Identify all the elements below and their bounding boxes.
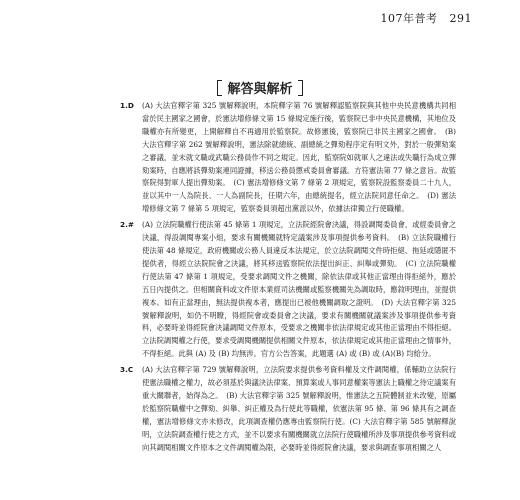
right-bracket-mark — [298, 80, 303, 96]
answer-item — [120, 100, 456, 216]
answer-number: 1.D — [120, 101, 134, 110]
answer-item — [120, 364, 456, 454]
page-number: 291 — [449, 12, 472, 25]
left-bracket-mark — [217, 80, 222, 96]
answer-explanation: (A) 立法院職權行使法第 45 條第 1 項規定，立法院經院會決議，得設調閱委員會，或經委員會之決議，得設調閱專案小組，要求有關機關就特定議案涉及事項提供參考資料。 (B) 立法院職權行使法第 48 條規定，政府機關或公務人員違反本法規定，於立法院調閱文件時拒絕、拖延或隱匿不提供者，得經立法院院會之決議，將其移送監察院依法提出糾正、糾舉或彈劾。 (C) 立法院職權行使法第 47 條第 1 項規定，受要求調閱文件之機關，除依法律或其他正當理由得拒絕外，應於五日內提供之。但相關資料或文件原本業經司法機關或監察機關先為調取時，應敘明理由，並提供複本。如有正當理由，無法提供複本者，應提出已被他機關調取之證明。 (D) 大法官釋字第 325 號解釋說明，如仍不明瞭，得經院會或委員會之決議，要求有關機關就議案涉及事項提供參考資料，必要時並得經院會決議調閱文件原本，受要求之機關非依法律規定或其他正當理由不得拒絕。立法院調閱權之行使，要求受調閱機關提供相關文件原本，依法律規定或其他正當理由之情事外，不得拒絕。此與 (A) 及 (B) 均無涉。官方公告答案，此題選 (A) 或 (B) 或 (A)(B) 均給分。 — [142, 220, 456, 359]
answer-list — [120, 100, 456, 457]
running-header — [373, 10, 473, 26]
section-title — [0, 78, 520, 97]
answer-number: 3.C — [120, 365, 134, 375]
answer-explanation: (A) 大法官釋字第 325 號解釋說明，本院釋字第 76 號解釋認監察院與其他中央民意機構共同相當於民主國家之國會，於憲法增修條文第 15 條規定施行後，監察院已非中央民意機構，其地位及職權亦有所變更，上開解釋自不再適用於監察院。故修憲後，監察院已非民主國家之國會。 (B) 大法官釋字第 262 號解釋說明，憲法除就總統、副總統之彈劾程序定有明文外，對於一般彈劾案之審議，並未就文職或武職公務員作不同之規定。因此，監察院如就軍人之違法或失職行為成立彈劾案時，自應將該彈劾案連同證據，移送公務員懲戒委員會審議。方符憲法第 77 條之意旨。故監察院得對軍人提出彈劾案。 (C) 憲法增修條文第 7 條第 2 項規定，監察院設監察委員二十九人，並以其中一人為院長、一人為副院長，任期六年，由總統提名，經立法院同意任命之。 (D) 憲法增修條文第 7 條第 5 項規定，監察委員須超出黨派以外，依據法律獨立行使職權。 — [142, 101, 456, 214]
section-title-text: 解答與解析 — [227, 82, 293, 97]
publication-label: 107年普考 — [380, 12, 438, 25]
answer-item — [120, 219, 456, 361]
answer-explanation: (A) 大法官釋字第 729 號解釋說明，立法院要求提供參考資料權及文件調閱權，係輔助立法院行使憲法職權之權力，故必須基於與議決法律案、預算案或人事同意權案等憲法上職權之待定議案有重大關聯者，始得為之。 (B) 大法官釋字第 325 號解釋說明，惟憲法之五院體制並未改變，原屬於監察院職權中之彈劾、糾舉、糾正權及為行使此等職權，依憲法第 95 條、第 96 條具有之調查權，憲法增修條文亦未修改，此項調查權仍應專由監察院行使。(C) 大法官釋字第 585 號解釋說明，立法院調查權行使之方式，並不以要求有關機關就立法院行使職權所涉及事項提供參考資料或向其調閱相關文件原本之文件調閱權為限，必要時並得經院會決議，要求與調查事項相關之人 — [142, 365, 456, 452]
answer-number: 2.# — [120, 220, 134, 230]
